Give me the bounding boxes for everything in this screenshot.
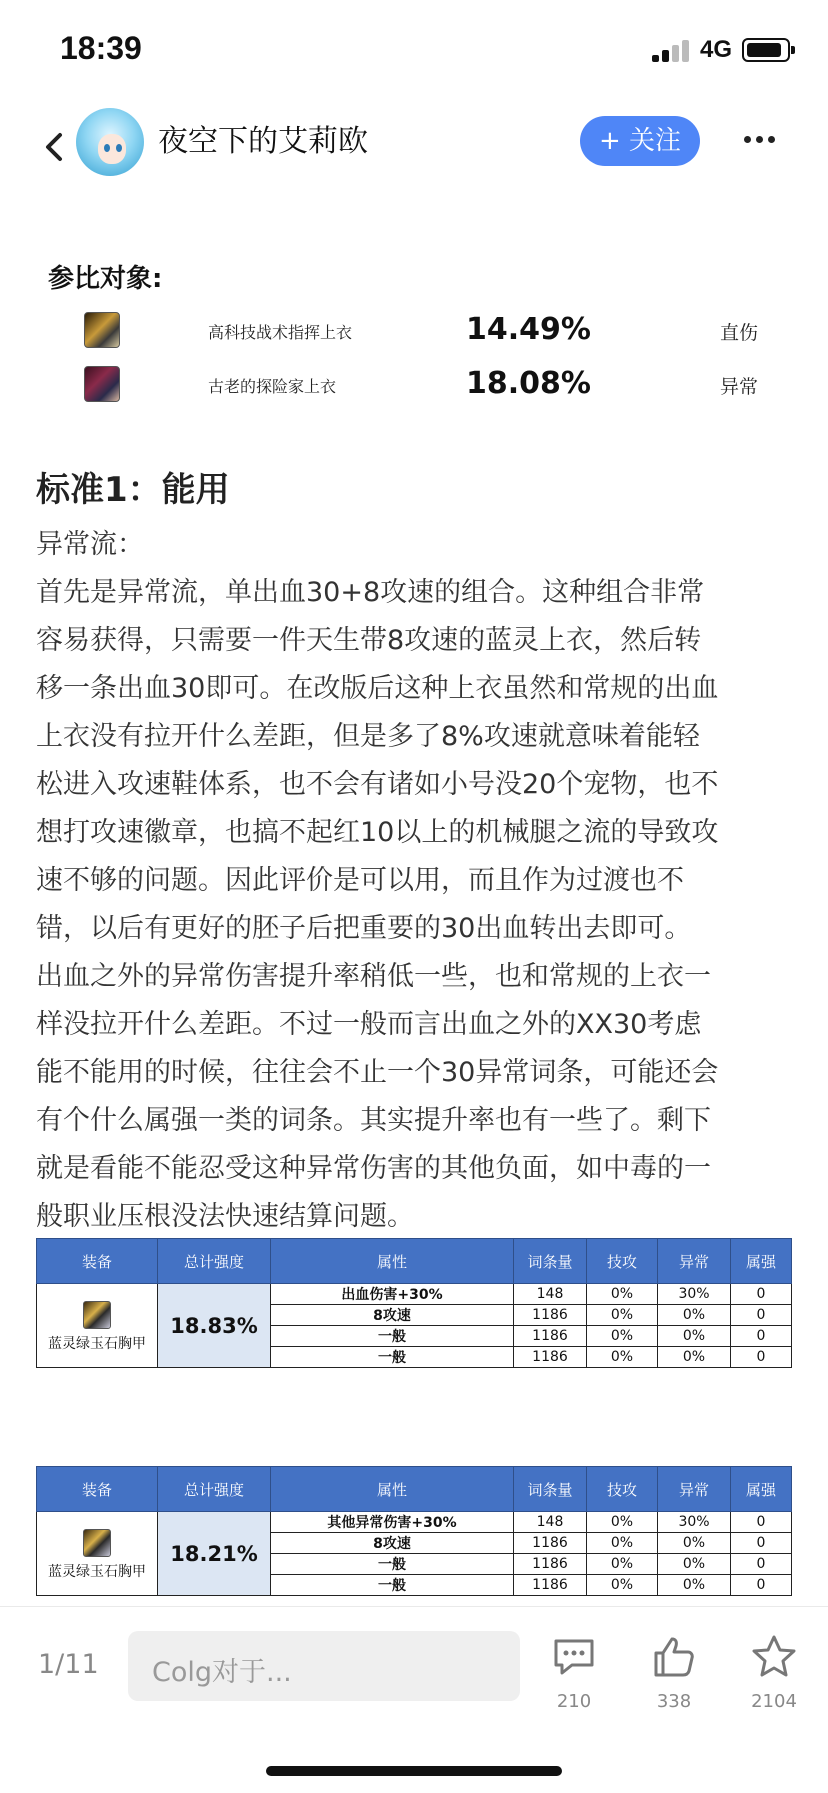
equip-name: 蓝灵绿玉石胸甲 bbox=[48, 1335, 146, 1352]
table-header: 属强 bbox=[731, 1467, 792, 1512]
tactical-coat-icon bbox=[84, 312, 120, 348]
home-indicator[interactable] bbox=[266, 1766, 562, 1776]
stats-table bbox=[36, 1238, 792, 1368]
likes-count: 338 bbox=[656, 1691, 692, 1712]
paragraph-line: 速不够的问题。因此评价是可以用，而且作为过渡也不 bbox=[36, 865, 684, 896]
comment-input[interactable] bbox=[128, 1631, 520, 1701]
avatar[interactable] bbox=[76, 108, 144, 176]
like-button[interactable] bbox=[650, 1633, 698, 1681]
reference-item-name: 高科技战术指挥上衣 bbox=[208, 323, 353, 342]
attr-cell: 一般 bbox=[271, 1575, 514, 1596]
page-indicator[interactable]: 1/11 bbox=[38, 1649, 99, 1680]
skill-cell: 0% bbox=[587, 1326, 658, 1347]
paragraph-line: 首先是异常流，单出血30+8攻速的组合。这种组合非常 bbox=[36, 577, 705, 608]
count-cell: 1186 bbox=[514, 1554, 587, 1575]
section-heading: 标准1：能用 bbox=[36, 470, 230, 510]
abnormal-cell: 0% bbox=[658, 1554, 731, 1575]
count-cell: 1186 bbox=[514, 1533, 587, 1554]
element-cell: 0 bbox=[731, 1284, 792, 1305]
chest-armor-icon bbox=[83, 1529, 111, 1557]
network-type: 4G bbox=[700, 36, 733, 63]
attr-cell: 8攻速 bbox=[271, 1533, 514, 1554]
paragraph-line: 松进入攻速鞋体系，也不会有诸如小号没20个宠物，也不 bbox=[36, 769, 719, 800]
abnormal-cell: 0% bbox=[658, 1575, 731, 1596]
status-time: 18:39 bbox=[60, 30, 142, 66]
table-header: 词条量 bbox=[514, 1239, 587, 1284]
table-row bbox=[37, 1284, 792, 1305]
comment-placeholder: Colg对于... bbox=[152, 1657, 292, 1688]
table-header: 属强 bbox=[731, 1239, 792, 1284]
paragraph-line: 想打攻速徽章，也搞不起红10以上的机械腿之流的导致攻 bbox=[36, 817, 719, 848]
attr-cell: 8攻速 bbox=[271, 1305, 514, 1326]
table-header-row bbox=[37, 1467, 792, 1512]
abnormal-cell: 0% bbox=[658, 1305, 731, 1326]
element-cell: 0 bbox=[731, 1554, 792, 1575]
favorites-count: 2104 bbox=[751, 1691, 797, 1712]
comments-count: 210 bbox=[556, 1691, 592, 1712]
post-header bbox=[0, 100, 828, 200]
skill-cell: 0% bbox=[587, 1533, 658, 1554]
paragraph-line: 移一条出血30即可。在改版后这种上衣虽然和常规的出血 bbox=[36, 673, 719, 704]
author-name[interactable]: 夜空下的艾莉欧 bbox=[158, 124, 368, 159]
comment-icon bbox=[550, 1633, 598, 1681]
element-cell: 0 bbox=[731, 1533, 792, 1554]
table-header: 属性 bbox=[271, 1239, 514, 1284]
reference-row bbox=[84, 362, 784, 408]
comments-button[interactable] bbox=[550, 1633, 598, 1681]
paragraph-line: 就是看能不能忍受这种异常伤害的其他负面，如中毒的一 bbox=[36, 1153, 711, 1184]
element-cell: 0 bbox=[731, 1575, 792, 1596]
paragraph-line: 出血之外的异常伤害提升率稍低一些，也和常规的上衣一 bbox=[36, 961, 711, 992]
reference-item-name: 古老的探险家上衣 bbox=[208, 377, 337, 396]
reference-item-percent: 18.08% bbox=[466, 366, 591, 401]
reference-row bbox=[84, 308, 784, 354]
equip-cell bbox=[37, 1284, 158, 1368]
stats-table bbox=[36, 1466, 792, 1596]
follow-button[interactable]: + 关注 bbox=[580, 116, 700, 166]
attr-cell: 一般 bbox=[271, 1347, 514, 1368]
attr-cell: 一般 bbox=[271, 1326, 514, 1347]
attr-cell: 一般 bbox=[271, 1554, 514, 1575]
skill-cell: 0% bbox=[587, 1575, 658, 1596]
sub-heading: 异常流： bbox=[36, 529, 144, 560]
table-header: 异常 bbox=[658, 1239, 731, 1284]
abnormal-cell: 0% bbox=[658, 1326, 731, 1347]
abnormal-cell: 30% bbox=[658, 1284, 731, 1305]
more-options-icon[interactable] bbox=[740, 128, 780, 152]
count-cell: 1186 bbox=[514, 1347, 587, 1368]
abnormal-cell: 0% bbox=[658, 1347, 731, 1368]
back-button[interactable] bbox=[38, 122, 78, 172]
skill-cell: 0% bbox=[587, 1554, 658, 1575]
explorer-coat-icon bbox=[84, 366, 120, 402]
attr-cell: 其他异常伤害+30% bbox=[271, 1512, 514, 1533]
chest-armor-icon bbox=[83, 1301, 111, 1329]
table-row bbox=[37, 1512, 792, 1533]
paragraph-line: 错，以后有更好的胚子后把重要的30出血转出去即可。 bbox=[36, 913, 692, 944]
total-strength: 18.83% bbox=[158, 1284, 271, 1368]
reference-item-type: 直伤 bbox=[720, 322, 759, 344]
skill-cell: 0% bbox=[587, 1347, 658, 1368]
element-cell: 0 bbox=[731, 1305, 792, 1326]
attr-cell: 出血伤害+30% bbox=[271, 1284, 514, 1305]
paragraph-line: 般职业压根没法快速结算问题。 bbox=[36, 1201, 414, 1232]
table-header: 总计强度 bbox=[158, 1239, 271, 1284]
table-header: 技攻 bbox=[587, 1467, 658, 1512]
abnormal-cell: 0% bbox=[658, 1533, 731, 1554]
paragraph-line: 上衣没有拉开什么差距，但是多了8%攻速就意味着能轻 bbox=[36, 721, 700, 752]
count-cell: 1186 bbox=[514, 1326, 587, 1347]
paragraph-line: 能不能用的时候，往往会不止一个30异常词条，可能还会 bbox=[36, 1057, 719, 1088]
count-cell: 1186 bbox=[514, 1575, 587, 1596]
battery-icon bbox=[742, 38, 790, 62]
element-cell: 0 bbox=[731, 1326, 792, 1347]
element-cell: 0 bbox=[731, 1512, 792, 1533]
status-bar bbox=[0, 0, 828, 100]
chevron-left-icon bbox=[38, 122, 78, 172]
table-header: 装备 bbox=[37, 1239, 158, 1284]
skill-cell: 0% bbox=[587, 1305, 658, 1326]
count-cell: 148 bbox=[514, 1512, 587, 1533]
reference-title: 参比对象: bbox=[48, 264, 163, 294]
thumbs-up-icon bbox=[650, 1633, 698, 1681]
table-header: 装备 bbox=[37, 1467, 158, 1512]
table-header: 词条量 bbox=[514, 1467, 587, 1512]
bottom-toolbar bbox=[0, 1606, 828, 1793]
skill-cell: 0% bbox=[587, 1512, 658, 1533]
signal-icon bbox=[652, 40, 692, 62]
table-header: 技攻 bbox=[587, 1239, 658, 1284]
abnormal-cell: 30% bbox=[658, 1512, 731, 1533]
equip-cell bbox=[37, 1512, 158, 1596]
table-header: 总计强度 bbox=[158, 1467, 271, 1512]
paragraph-line: 有个什么属强一类的词条。其实提升率也有一些了。剩下 bbox=[36, 1105, 711, 1136]
paragraph-line: 容易获得，只需要一件天生带8攻速的蓝灵上衣，然后转 bbox=[36, 625, 702, 656]
reference-item-type: 异常 bbox=[720, 376, 759, 398]
table-header: 属性 bbox=[271, 1467, 514, 1512]
star-icon bbox=[750, 1633, 798, 1681]
table-header-row bbox=[37, 1239, 792, 1284]
equip-name: 蓝灵绿玉石胸甲 bbox=[48, 1563, 146, 1580]
reference-item-percent: 14.49% bbox=[466, 312, 591, 347]
table-header: 异常 bbox=[658, 1467, 731, 1512]
favorite-button[interactable] bbox=[750, 1633, 798, 1681]
element-cell: 0 bbox=[731, 1347, 792, 1368]
skill-cell: 0% bbox=[587, 1284, 658, 1305]
count-cell: 148 bbox=[514, 1284, 587, 1305]
paragraph-line: 样没拉开什么差距。不过一般而言出血之外的XX30考虑 bbox=[36, 1009, 702, 1040]
count-cell: 1186 bbox=[514, 1305, 587, 1326]
total-strength: 18.21% bbox=[158, 1512, 271, 1596]
